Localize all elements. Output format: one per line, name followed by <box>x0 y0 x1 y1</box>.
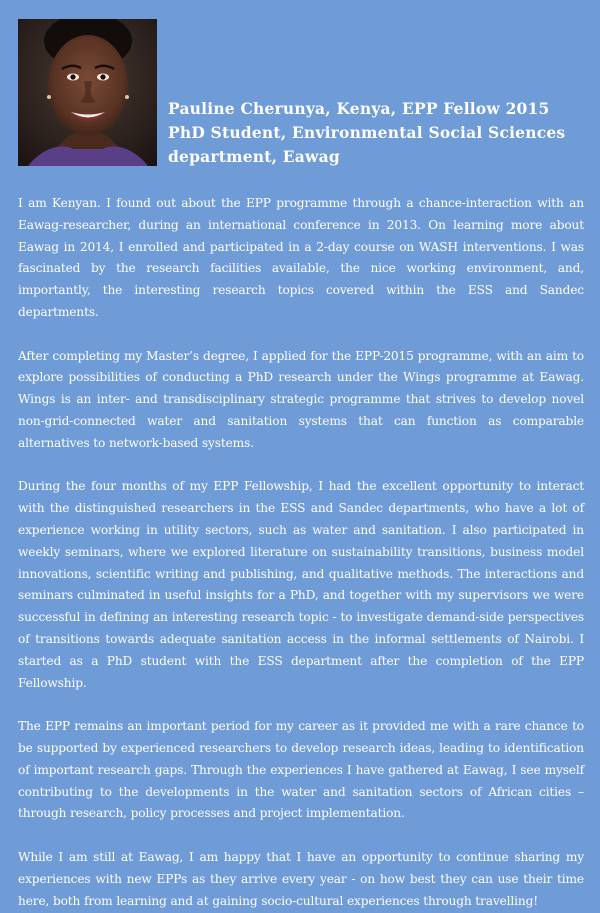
profile-photo <box>18 19 157 166</box>
profile-heading <box>168 97 588 169</box>
paragraph-introduction: I am Kenyan. I found out about the EPP programme through a chance-interaction with an Eawag-researcher, during an international conference in 2013. On learning more about Eawag in 2014, I enrolled and participated in a 2-day course on WASH interventions. I was fascinated by the research facilities available, the nice working environment, and, importantly, the interesting research topics covered within the ESS and Sandec departments. <box>18 196 584 319</box>
paragraph-application: After completing my Master’s degree, I applied for the EPP-2015 programme, with an aim to explore possibilities of conducting a PhD research under the Wings programme at Eawag. Wings is an inter- and transdisciplinary strategic programme that strives to develop novel non-grid-connected water and sanitation systems that can function as comparable alternatives to network-based systems. <box>18 348 584 450</box>
heading-line-department: department, Eawag <box>168 147 340 166</box>
portrait-image <box>18 19 157 166</box>
paragraph-fellowship: During the four months of my EPP Fellowship, I had the excellent opportunity to interact with the distinguished researchers in the ESS and Sandec departments, who have a lot of experience working in utility sectors, such as water and sanitation. I also participated in weekly seminars, where we explored literature on sustainability transitions, business model innovations, scientific writing and publishing, and qualitative methods. The interactions and seminars culminated in useful insights for a PhD, and together with my supervisors we were successful in defining an interesting research topic - to investigate demand-side perspectives of transitions towards adequate sanitation access in the informal settlements of Nairobi. I started as a PhD student with the ESS department after the completion of the EPP Fellowship. <box>18 479 584 690</box>
testimonial-body <box>18 193 584 912</box>
heading-line-position: PhD Student, Environmental Social Sciences <box>168 123 566 142</box>
paragraph-career: The EPP remains an important period for my career as it provided me with a rare chance to be supported by experienced researchers to develop research ideas, leading to identification of important research gaps. Through the experiences I have gathered at Eawag, I see myself contributing to the developments in the water and sanitation sectors of African cities – through research, policy processes and project implementation. <box>18 719 584 821</box>
heading-line-name: Pauline Cherunya, Kenya, EPP Fellow 2015 <box>168 99 550 118</box>
paragraph-closing: While I am still at Eawag, I am happy that I have an opportunity to continue sharing my experiences with new EPPs as they arrive every year - on how best they can use their time here, both from learning and at gaining socio-cultural experiences through travelling! <box>18 849 584 908</box>
